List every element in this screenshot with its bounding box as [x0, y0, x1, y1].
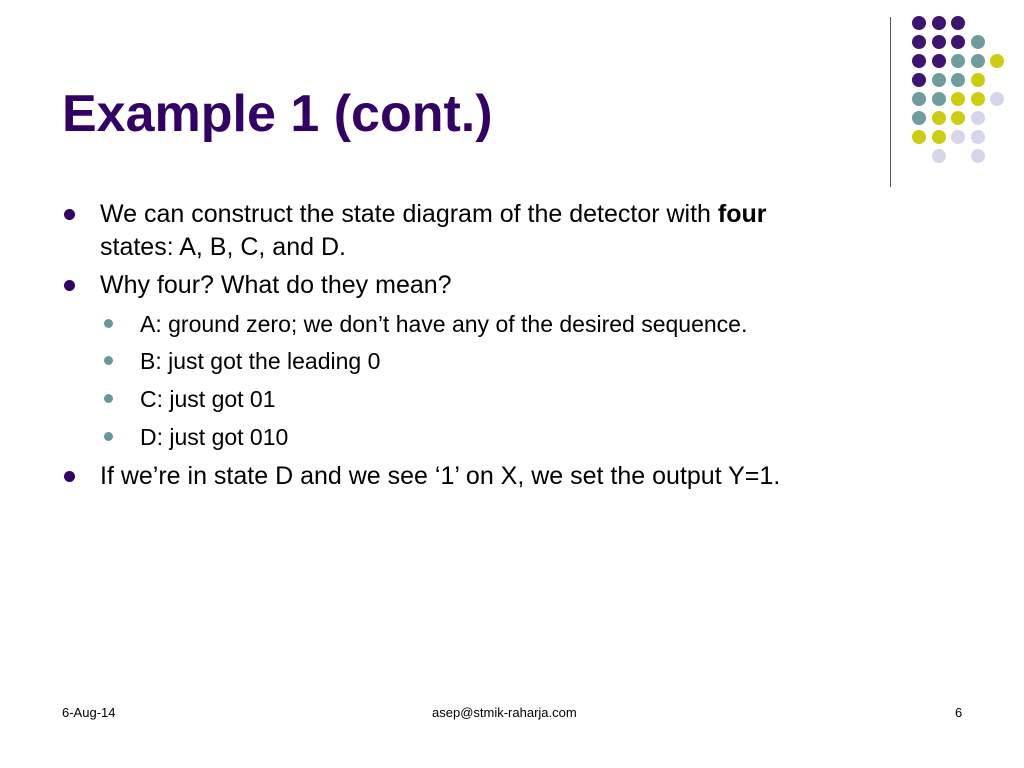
- decorative-dot: [951, 92, 965, 106]
- sub-bullet-dot: [104, 394, 113, 403]
- footer-email: asep@stmik-raharja.com: [432, 705, 577, 720]
- decorative-dot: [932, 16, 946, 30]
- decorative-dot: [932, 54, 946, 68]
- footer-date: 6-Aug-14: [62, 705, 116, 720]
- decorative-dot: [912, 130, 926, 144]
- bullet-1-bold-word: four: [717, 200, 767, 228]
- bullet-3-text: If we’re in state D and we see ‘1’ on X, we set the output Y=1.: [100, 462, 781, 490]
- decorative-dot: [912, 16, 926, 30]
- decorative-dot: [971, 130, 985, 144]
- decorative-dot: [912, 111, 926, 125]
- decorative-dot: [932, 130, 946, 144]
- bullet-1-line-1: We can construct the state diagram of the detector with: [100, 200, 718, 228]
- decorative-dot: [971, 54, 985, 68]
- bullet-1-line-2: states: A, B, C, and D.: [100, 233, 346, 261]
- sub-bullet-dot: [104, 432, 113, 441]
- sub-bullet-dot: [104, 319, 113, 328]
- decorative-dot: [951, 35, 965, 49]
- decorative-dot: [951, 16, 965, 30]
- decorative-dot: [932, 92, 946, 106]
- bullet-dot: [64, 209, 75, 220]
- bullet-dot: [64, 280, 75, 291]
- decorative-dot: [912, 54, 926, 68]
- decorative-dot: [932, 111, 946, 125]
- decorative-dot: [990, 92, 1004, 106]
- decorative-divider-line: [890, 17, 891, 187]
- decorative-dot: [951, 130, 965, 144]
- decorative-dot: [912, 35, 926, 49]
- decorative-dot: [912, 92, 926, 106]
- decorative-dot: [971, 73, 985, 87]
- decorative-dot: [932, 35, 946, 49]
- decorative-dot: [971, 35, 985, 49]
- bullet-dot: [64, 471, 75, 482]
- decorative-dot: [932, 149, 946, 163]
- decorative-dot: [951, 73, 965, 87]
- bullet-2-text: Why four? What do they mean?: [100, 271, 452, 299]
- decorative-dot: [951, 111, 965, 125]
- footer-page-number: 6: [955, 705, 963, 720]
- sub-bullet-dot: [104, 356, 113, 365]
- sub-bullet-3-text: C: just got 01: [140, 386, 276, 412]
- decorative-dot: [990, 54, 1004, 68]
- bullet-1-text: [100, 202, 767, 227]
- decorative-dot: [932, 73, 946, 87]
- decorative-dot: [951, 54, 965, 68]
- sub-bullet-2-text: B: just got the leading 0: [140, 348, 381, 374]
- slide-title: Example 1 (cont.): [62, 85, 493, 143]
- sub-bullet-4-text: D: just got 010: [140, 424, 289, 450]
- decorative-dot: [971, 92, 985, 106]
- decorative-dot: [912, 73, 926, 87]
- decorative-dot: [971, 149, 985, 163]
- sub-bullet-1-text: A: ground zero; we don’t have any of the desired sequence.: [140, 311, 748, 337]
- decorative-dot: [971, 111, 985, 125]
